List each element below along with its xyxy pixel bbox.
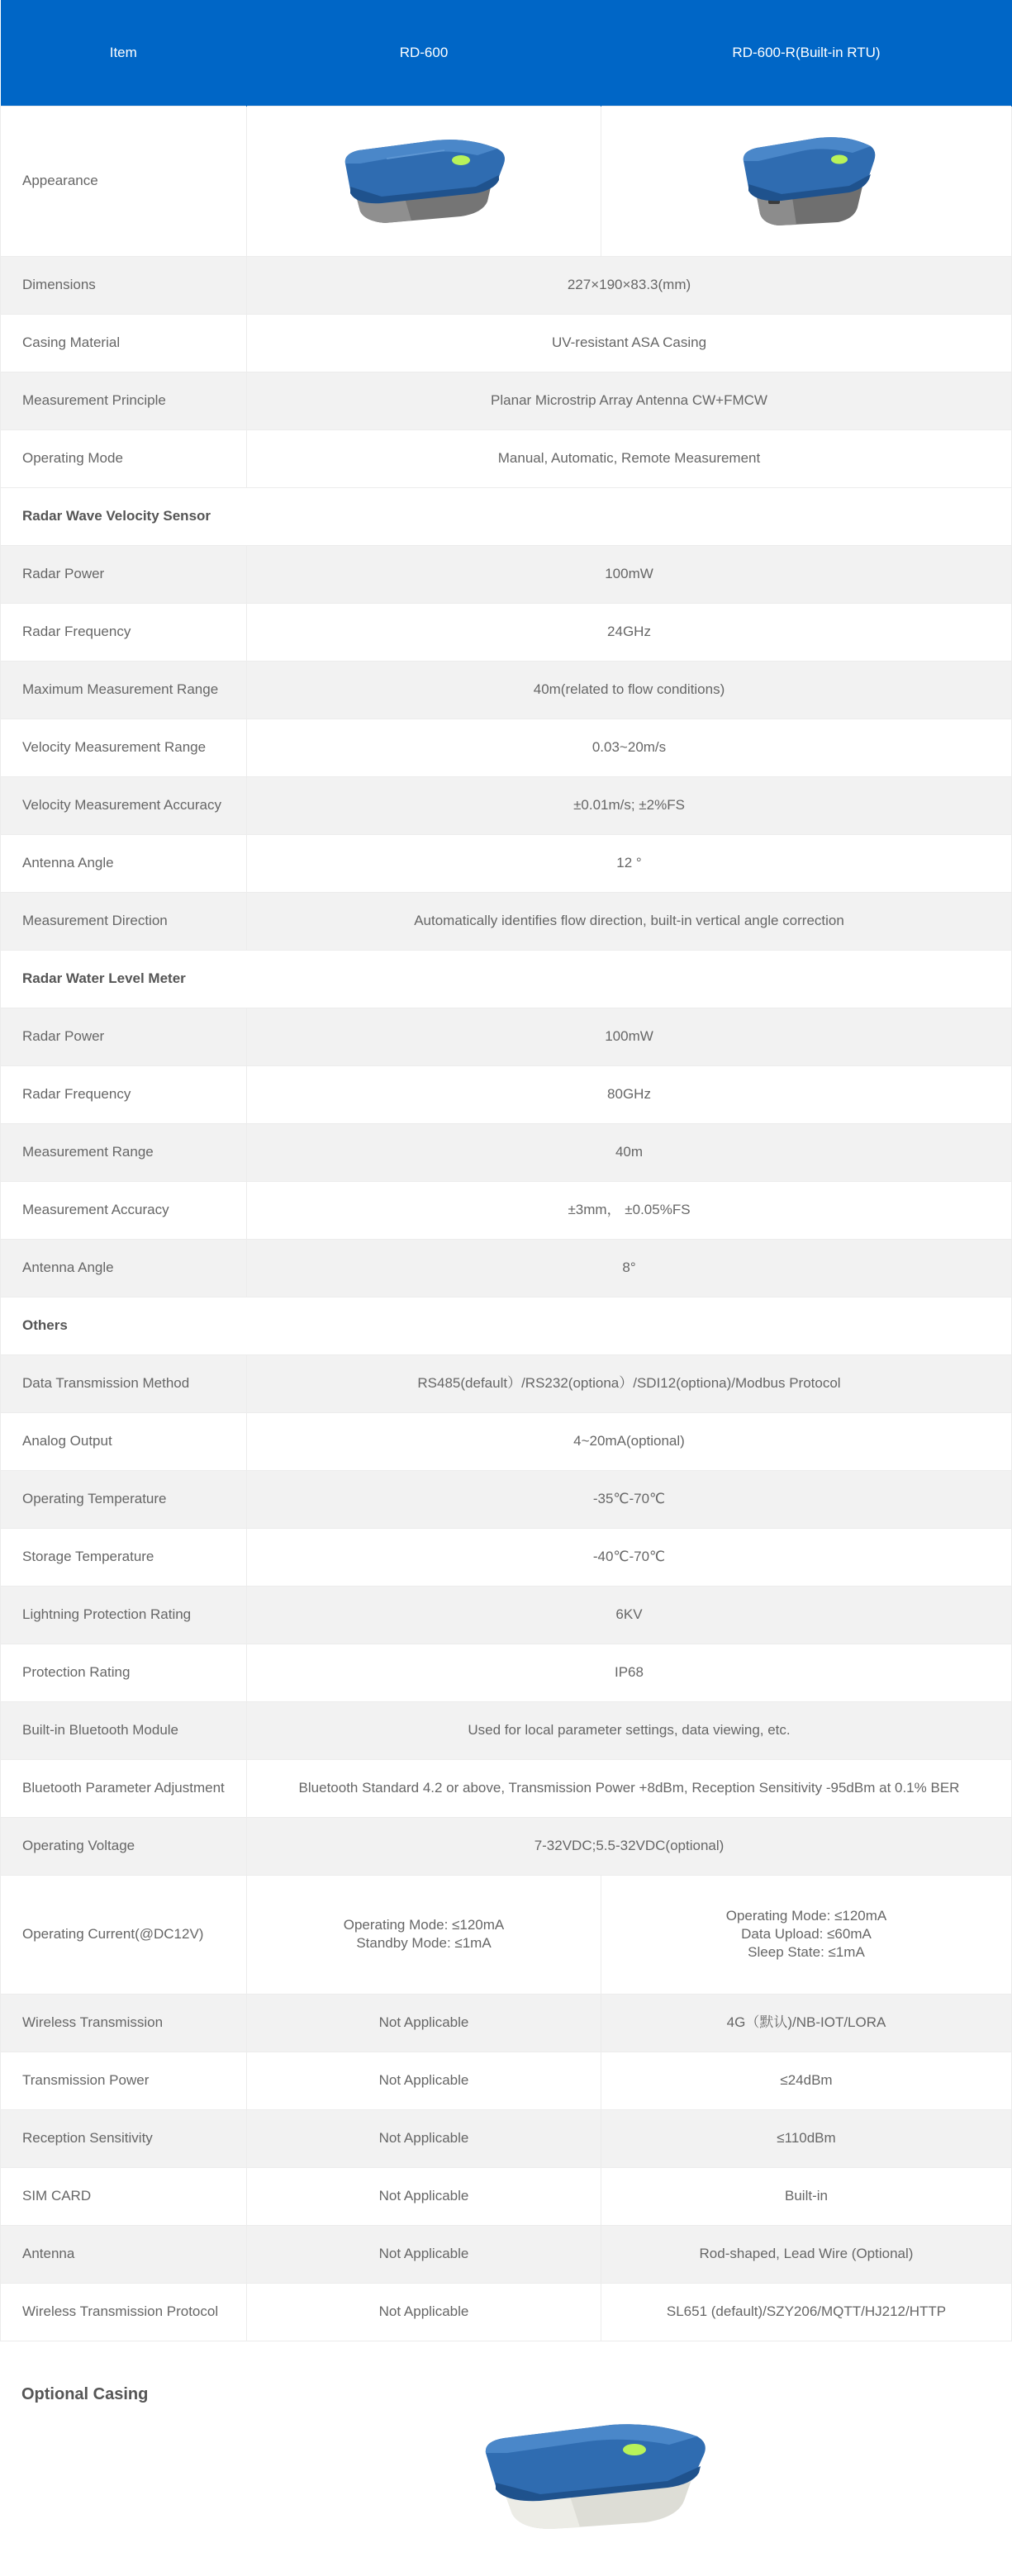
section-heading-velocity: [1, 487, 1012, 545]
row-value: 100mW: [247, 545, 1012, 603]
table-row: [1, 1239, 1012, 1297]
row-value: Used for local parameter settings, data viewing, etc.: [247, 1701, 1012, 1759]
table-row: [1, 2052, 1012, 2109]
optional-casing-section: [0, 2337, 1012, 2576]
row-label: Measurement Accuracy: [1, 1181, 247, 1239]
row-value: 0.03~20m/s: [247, 719, 1012, 776]
current-line: Data Upload: ≤60mA: [741, 1925, 872, 1942]
radar-sensor-rtu-device-icon: [732, 131, 881, 230]
row-value-a: Not Applicable: [247, 1994, 601, 2052]
header-model-b: RD-600-R(Built-in RTU): [601, 0, 1012, 106]
appearance-cell-a: [247, 106, 601, 256]
current-cell-b: [601, 1875, 1012, 1994]
row-label: Radar Frequency: [1, 1065, 247, 1123]
row-value: Manual, Automatic, Remote Measurement: [247, 429, 1012, 487]
row-label: Operating Current(@DC12V): [1, 1875, 247, 1994]
table-row: [1, 1701, 1012, 1759]
row-value: Bluetooth Standard 4.2 or above, Transmission Power +8dBm, Reception Sensitivity -95dBm at 0.1% BER: [247, 1759, 1012, 1817]
table-row: [1, 1181, 1012, 1239]
row-label: Velocity Measurement Range: [1, 719, 247, 776]
table-row: [1, 2109, 1012, 2167]
row-value-b: ≤110dBm: [601, 2109, 1012, 2167]
table-row: [1, 1470, 1012, 1528]
table-row: [1, 1528, 1012, 1586]
row-value-a: Not Applicable: [247, 2052, 601, 2109]
row-value: 12 °: [247, 834, 1012, 892]
optional-casing-device-icon: [473, 2418, 712, 2534]
row-value: ±3mm， ±0.05%FS: [247, 1181, 1012, 1239]
table-row: [1, 1817, 1012, 1875]
row-label: Wireless Transmission Protocol: [1, 2283, 247, 2341]
row-label: Protection Rating: [1, 1644, 247, 1701]
row-label: Antenna Angle: [1, 834, 247, 892]
row-label: Bluetooth Parameter Adjustment: [1, 1759, 247, 1817]
row-value-b: Built-in: [601, 2167, 1012, 2225]
row-label: Radar Power: [1, 545, 247, 603]
table-row: [1, 776, 1012, 834]
row-value: 80GHz: [247, 1065, 1012, 1123]
table-row: [1, 1759, 1012, 1817]
table-row: [1, 1644, 1012, 1701]
row-label: Analog Output: [1, 1412, 247, 1470]
row-label: Measurement Direction: [1, 892, 247, 950]
row-label: Operating Mode: [1, 429, 247, 487]
row-value-b: SL651 (default)/SZY206/MQTT/HJ212/HTTP: [601, 2283, 1012, 2341]
row-value: 40m(related to flow conditions): [247, 661, 1012, 719]
row-label: Measurement Principle: [1, 372, 247, 429]
table-row: [1, 2283, 1012, 2341]
row-value: Automatically identifies flow direction, built-in vertical angle correction: [247, 892, 1012, 950]
row-value-a: Not Applicable: [247, 2167, 601, 2225]
current-line: Operating Mode: ≤120mA: [725, 1907, 887, 1924]
table-row: [1, 2167, 1012, 2225]
table-row: [1, 1065, 1012, 1123]
row-value: Planar Microstrip Array Antenna CW+FMCW: [247, 372, 1012, 429]
table-row: [1, 1123, 1012, 1181]
row-value: 6KV: [247, 1586, 1012, 1644]
section-title: Radar Wave Velocity Sensor: [1, 487, 1012, 545]
row-label: Measurement Range: [1, 1123, 247, 1181]
table-row: [1, 834, 1012, 892]
row-value: 7-32VDC;5.5-32VDC(optional): [247, 1817, 1012, 1875]
row-label: Antenna Angle: [1, 1239, 247, 1297]
row-value: IP68: [247, 1644, 1012, 1701]
row-value: ±0.01m/s; ±2%FS: [247, 776, 1012, 834]
row-value-b: Rod-shaped, Lead Wire (Optional): [601, 2225, 1012, 2283]
row-value: RS485(default）/RS232(optiona）/SDI12(optiona)/Modbus Protocol: [247, 1354, 1012, 1412]
radar-sensor-device-icon: [337, 135, 511, 226]
row-value: 8°: [247, 1239, 1012, 1297]
row-label: Maximum Measurement Range: [1, 661, 247, 719]
row-value: 40m: [247, 1123, 1012, 1181]
table-row: [1, 1354, 1012, 1412]
table-row: [1, 603, 1012, 661]
table-row: [1, 1412, 1012, 1470]
row-value-a: Not Applicable: [247, 2283, 601, 2341]
table-header-row: [1, 0, 1012, 106]
table-row: [1, 372, 1012, 429]
table-row: [1, 545, 1012, 603]
current-cell-a: [247, 1875, 601, 1994]
row-value: 24GHz: [247, 603, 1012, 661]
appearance-row: [1, 106, 1012, 256]
row-value: -35℃-70℃: [247, 1470, 1012, 1528]
table-row: [1, 2225, 1012, 2283]
row-value: 100mW: [247, 1008, 1012, 1065]
row-label: Transmission Power: [1, 2052, 247, 2109]
table-row: [1, 719, 1012, 776]
row-label: Operating Voltage: [1, 1817, 247, 1875]
row-label: Radar Frequency: [1, 603, 247, 661]
row-label: Storage Temperature: [1, 1528, 247, 1586]
section-heading-others: [1, 1297, 1012, 1354]
row-label: Built-in Bluetooth Module: [1, 1701, 247, 1759]
table-row: [1, 892, 1012, 950]
row-label: Lightning Protection Rating: [1, 1586, 247, 1644]
row-label: Radar Power: [1, 1008, 247, 1065]
section-heading-level: [1, 950, 1012, 1008]
row-value: 227×190×83.3(mm): [247, 256, 1012, 314]
table-row: [1, 1994, 1012, 2052]
row-label: Reception Sensitivity: [1, 2109, 247, 2167]
table-row: [1, 314, 1012, 372]
table-row: [1, 1586, 1012, 1644]
row-label: Antenna: [1, 2225, 247, 2283]
table-row: [1, 429, 1012, 487]
section-title: Radar Water Level Meter: [1, 950, 1012, 1008]
row-value-a: Not Applicable: [247, 2225, 601, 2283]
header-model-a: RD-600: [247, 0, 601, 106]
row-value-a: Not Applicable: [247, 2109, 601, 2167]
row-label: SIM CARD: [1, 2167, 247, 2225]
header-item: Item: [1, 0, 247, 106]
row-label: Velocity Measurement Accuracy: [1, 776, 247, 834]
row-value: UV-resistant ASA Casing: [247, 314, 1012, 372]
row-value: 4~20mA(optional): [247, 1412, 1012, 1470]
optional-casing-title: Optional Casing: [21, 2385, 149, 2403]
appearance-cell-b: [601, 106, 1012, 256]
operating-current-row: [1, 1875, 1012, 1994]
row-label: Wireless Transmission: [1, 1994, 247, 2052]
row-label: Data Transmission Method: [1, 1354, 247, 1412]
current-line: Sleep State: ≤1mA: [748, 1944, 865, 1961]
table-row: [1, 256, 1012, 314]
row-value-b: 4G（默认)/NB-IOT/LORA: [601, 1994, 1012, 2052]
row-label: Casing Material: [1, 314, 247, 372]
row-label: Operating Temperature: [1, 1470, 247, 1528]
row-value-b: ≤24dBm: [601, 2052, 1012, 2109]
table-row: [1, 661, 1012, 719]
current-line: Standby Mode: ≤1mA: [356, 1935, 492, 1951]
table-row: [1, 1008, 1012, 1065]
current-line: Operating Mode: ≤120mA: [343, 1916, 505, 1933]
section-title: Others: [1, 1297, 1012, 1354]
row-label: Dimensions: [1, 256, 247, 314]
row-value: -40℃-70℃: [247, 1528, 1012, 1586]
row-label: Appearance: [1, 106, 247, 256]
